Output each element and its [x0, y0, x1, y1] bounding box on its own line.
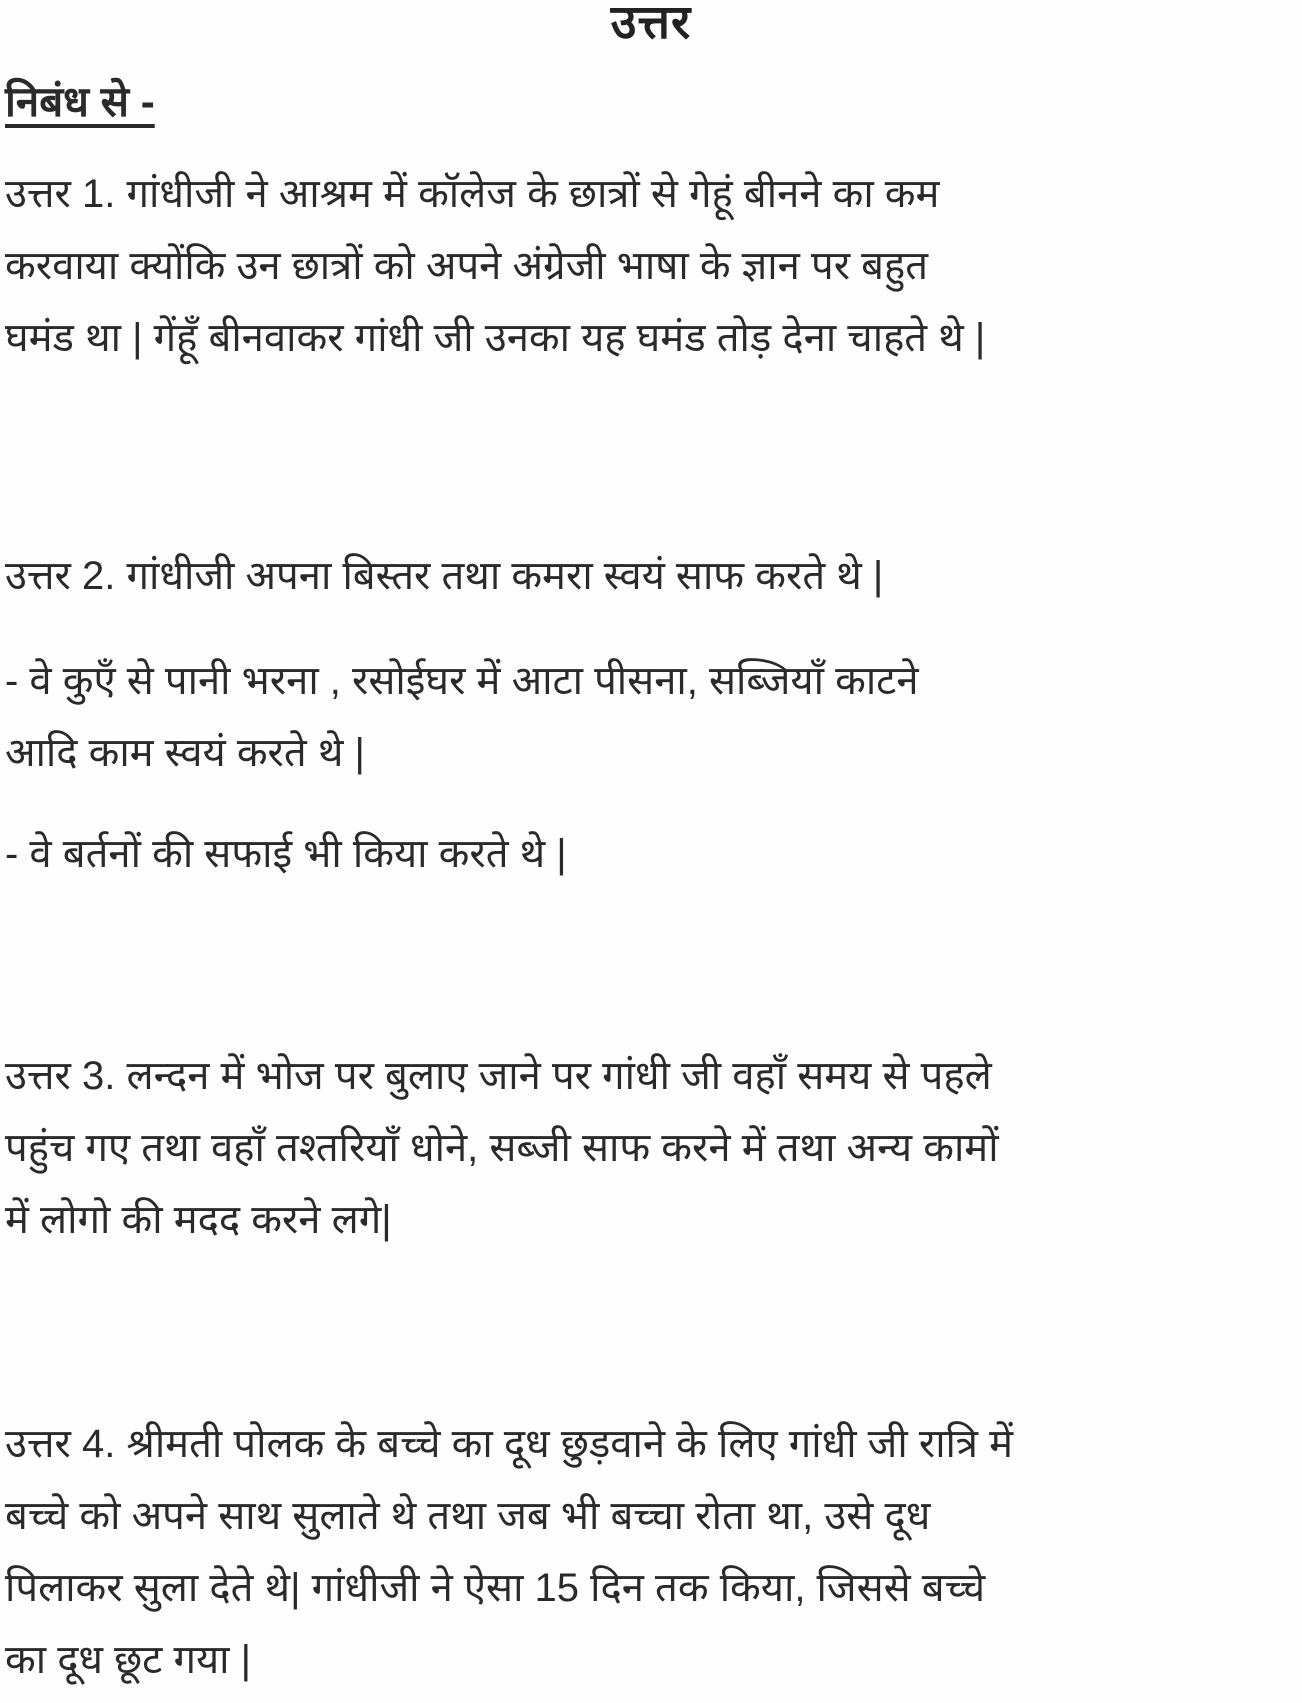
answer-1-paragraph: उत्तर 1. गांधीजी ने आश्रम में कॉलेज के छात्रों से गेहूं बीनने का कम करवाया क्योंकि उन छात्रों को अपने अंग्रेजी भाषा के ज्ञान पर बहुत घमंड था | गेंहूँ बीनवाकर गांधी जी उनका यह घमंड तोड़ देना चाहते थे |	[5, 172, 986, 360]
answer-2-point-2: - वे बर्तनों की सफाई भी किया करते थे |	[5, 832, 567, 876]
page-title: उत्तर	[610, 0, 692, 48]
section-heading: निबंध से -	[5, 78, 155, 125]
answer-2-point-1: - वे कुएँ से पानी भरना , रसोईघर में आटा पीसना, सब्जियाँ काटने आदि काम स्वयं करते थे |	[5, 659, 919, 775]
answer-4-paragraph: उत्तर 4. श्रीमती पोलक के बच्चे का दूध छुड़वाने के लिए गांधी जी रात्रि में बच्चे को अपने साथ सुलाते थे तथा जब भी बच्चा रोता था, उसे दूध पिलाकर सुला देते थे| गांधीजी ने ऐसा 15 दिन तक किया, जिससे बच्चे का दूध छूट गया |	[5, 1422, 1014, 1682]
answer-3-paragraph: उत्तर 3. लन्दन में भोज पर बुलाए जाने पर गांधी जी वहाँ समय से पहले पहुंच गए तथा वहाँ तश्तरियाँ धोने, सब्जी साफ करने में तथा अन्य कामों में लोगो की मदद करने लगे|	[5, 1054, 999, 1242]
answer-2-paragraph: उत्तर 2. गांधीजी अपना बिस्तर तथा कमरा स्वयं साफ करते थे |	[5, 554, 884, 598]
